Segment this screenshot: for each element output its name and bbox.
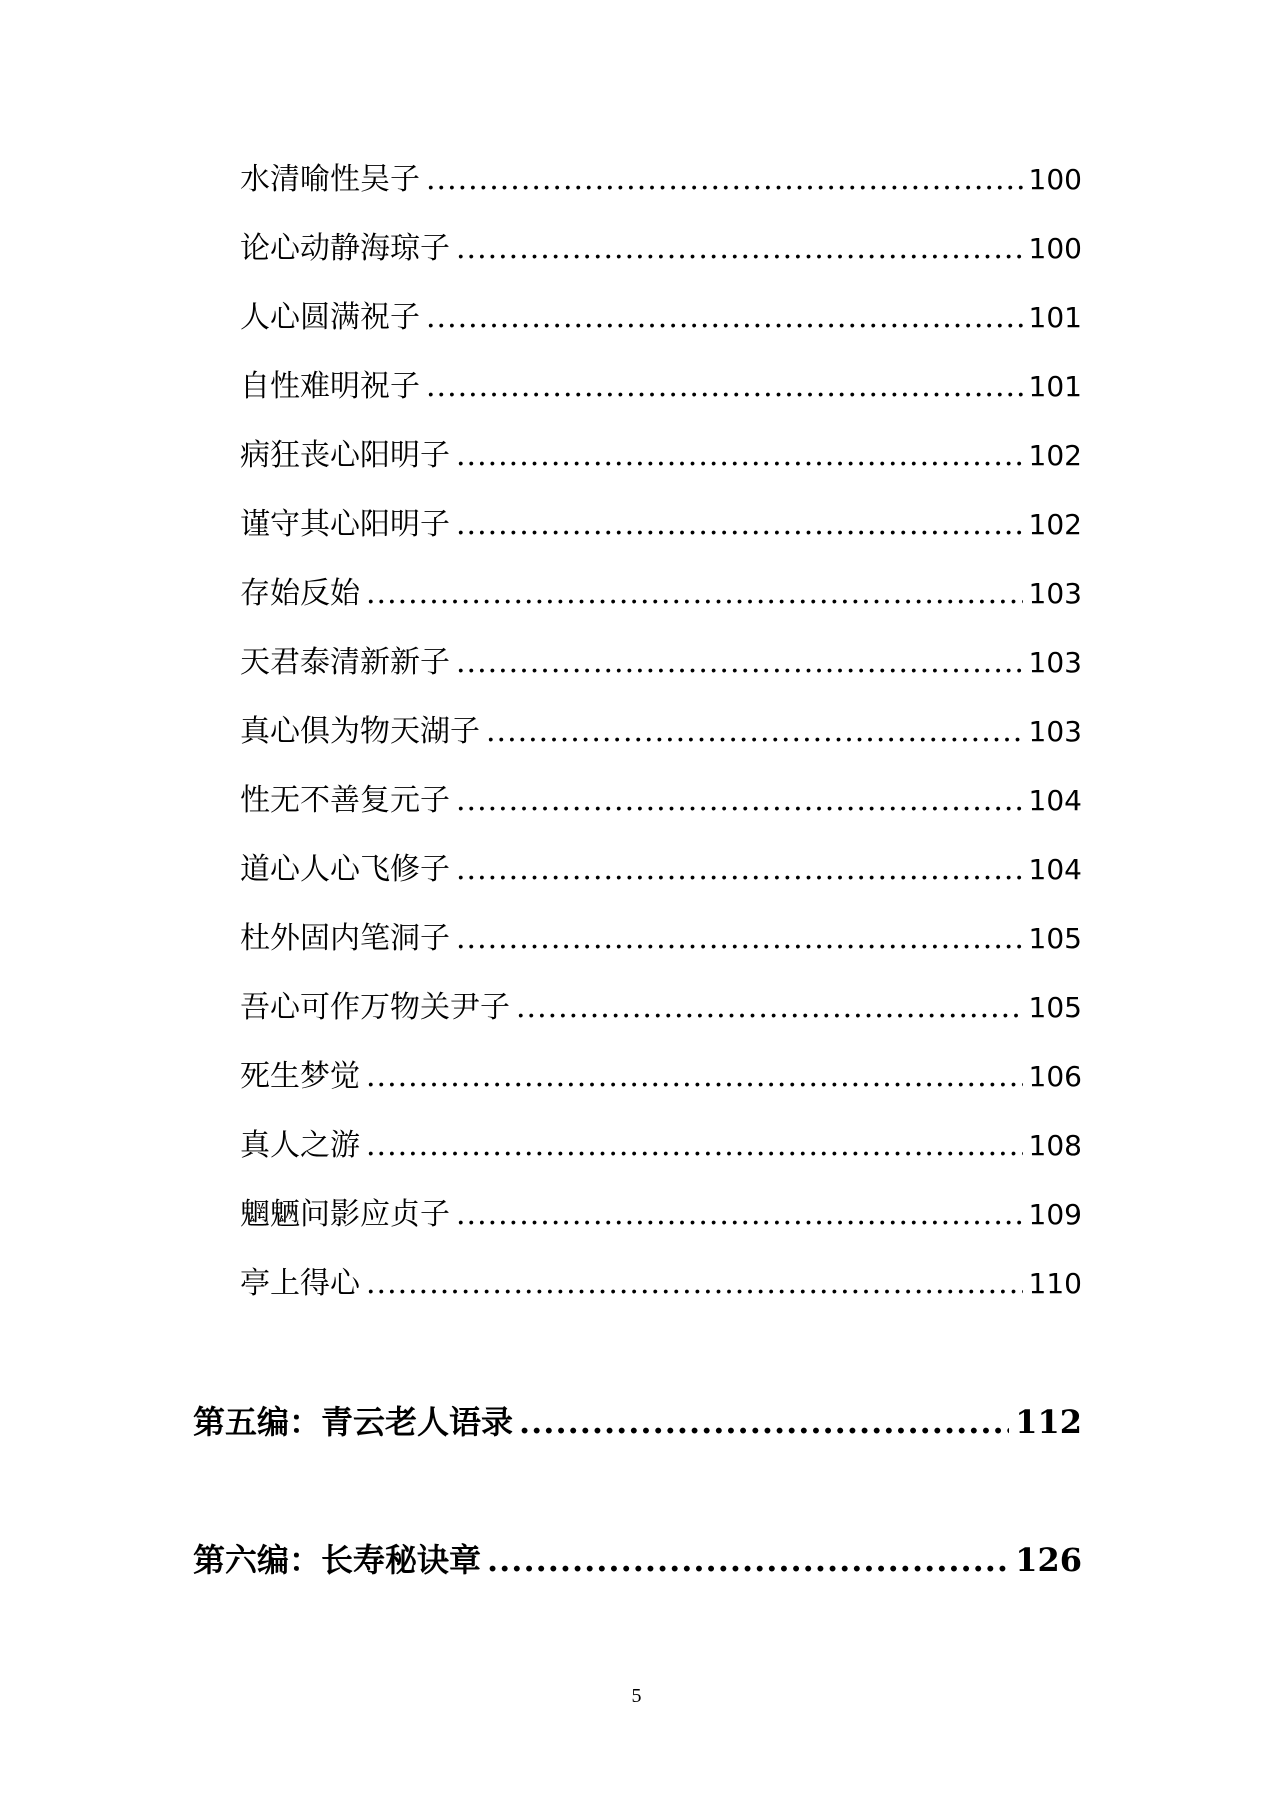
toc-entry[interactable] (240, 779, 1082, 823)
toc-leader-dots (456, 917, 1023, 961)
toc-section-page: 112 (1015, 1403, 1082, 1441)
toc-entry-title: 病狂丧心阳明子 (240, 438, 450, 473)
toc-entry-page: 108 (1028, 1129, 1082, 1162)
toc-leader-dots (366, 1262, 1023, 1306)
toc-entry[interactable] (240, 158, 1082, 202)
toc-entry-page: 101 (1028, 301, 1082, 334)
toc-entry-page: 104 (1028, 853, 1082, 886)
toc-entry-title: 天君泰清新新子 (240, 645, 450, 680)
toc-entry-page: 103 (1028, 715, 1082, 748)
toc-leader-dots (456, 434, 1023, 478)
toc-entry-title: 杜外固内笔洞子 (240, 921, 450, 956)
toc-entry-title: 亭上得心 (240, 1266, 360, 1301)
toc-entry[interactable] (240, 434, 1082, 478)
toc-leader-dots (366, 1124, 1023, 1168)
toc-leader-dots (519, 1398, 1009, 1446)
page-number: 5 (631, 1685, 642, 1707)
toc-section-title: 第五编：青云老人语录 (193, 1403, 514, 1441)
toc-entry-page: 103 (1028, 646, 1082, 679)
toc-leader-dots (426, 365, 1023, 409)
toc-entry-page: 101 (1028, 370, 1082, 403)
toc-entry-page: 105 (1028, 991, 1082, 1024)
toc-leader-dots (456, 641, 1023, 685)
toc-entry-page: 100 (1028, 163, 1082, 196)
toc-entry[interactable] (240, 986, 1082, 1030)
toc-entry-title: 人心圆满祝子 (240, 300, 420, 335)
toc-entry-page: 105 (1028, 922, 1082, 955)
toc-entry-title: 道心人心飞修子 (240, 852, 450, 887)
toc-entry[interactable] (240, 1262, 1082, 1306)
toc-leader-dots (426, 296, 1023, 340)
toc-entry-title: 魍魉问影应贞子 (240, 1197, 450, 1232)
toc-entry-page: 110 (1028, 1267, 1082, 1300)
toc-entry[interactable] (240, 1055, 1082, 1099)
toc-leader-dots (487, 1536, 1009, 1584)
toc-leader-dots (516, 986, 1023, 1030)
toc-entry-page: 100 (1028, 232, 1082, 265)
toc-section-entry[interactable] (193, 1398, 1082, 1446)
toc-entry-title: 真人之游 (240, 1128, 360, 1163)
toc-entry-page: 103 (1028, 577, 1082, 610)
toc-entry-title: 论心动静海琼子 (240, 231, 450, 266)
toc-entry-title: 存始反始 (240, 576, 360, 611)
toc-section-title: 第六编：长寿秘诀章 (193, 1541, 482, 1579)
toc-leader-dots (366, 1055, 1023, 1099)
toc-entry[interactable] (240, 1124, 1082, 1168)
toc-entry-page: 102 (1028, 508, 1082, 541)
toc-leader-dots (426, 158, 1023, 202)
toc-entry-title: 水清喻性吴子 (240, 162, 420, 197)
toc-leader-dots (456, 848, 1023, 892)
toc-entry-title: 谨守其心阳明子 (240, 507, 450, 542)
toc-entry-title: 死生梦觉 (240, 1059, 360, 1094)
toc-entry-page: 102 (1028, 439, 1082, 472)
toc-entry[interactable] (240, 641, 1082, 685)
toc-entry-page: 104 (1028, 784, 1082, 817)
toc-entry-title: 性无不善复元子 (240, 783, 450, 818)
toc-leader-dots (456, 227, 1023, 271)
toc-entry-page: 109 (1028, 1198, 1082, 1231)
toc-entry[interactable] (240, 848, 1082, 892)
toc-entry[interactable] (240, 1193, 1082, 1237)
toc-entry[interactable] (240, 503, 1082, 547)
toc-leader-dots (456, 779, 1023, 823)
toc-entry[interactable] (240, 710, 1082, 754)
toc-entry[interactable] (240, 917, 1082, 961)
toc-leader-dots (456, 503, 1023, 547)
toc-section-page: 126 (1015, 1541, 1082, 1579)
toc-section-entry[interactable] (193, 1536, 1082, 1584)
toc-entry[interactable] (240, 572, 1082, 616)
toc-entry[interactable] (240, 365, 1082, 409)
toc-entry-page: 106 (1028, 1060, 1082, 1093)
toc-entry[interactable] (240, 296, 1082, 340)
toc-leader-dots (366, 572, 1023, 616)
toc-leader-dots (486, 710, 1023, 754)
toc-leader-dots (456, 1193, 1023, 1237)
toc-entry-title: 自性难明祝子 (240, 369, 420, 404)
toc-entry[interactable] (240, 227, 1082, 271)
toc-entry-title: 真心俱为物天湖子 (240, 714, 480, 749)
toc-entry-title: 吾心可作万物关尹子 (240, 990, 510, 1025)
